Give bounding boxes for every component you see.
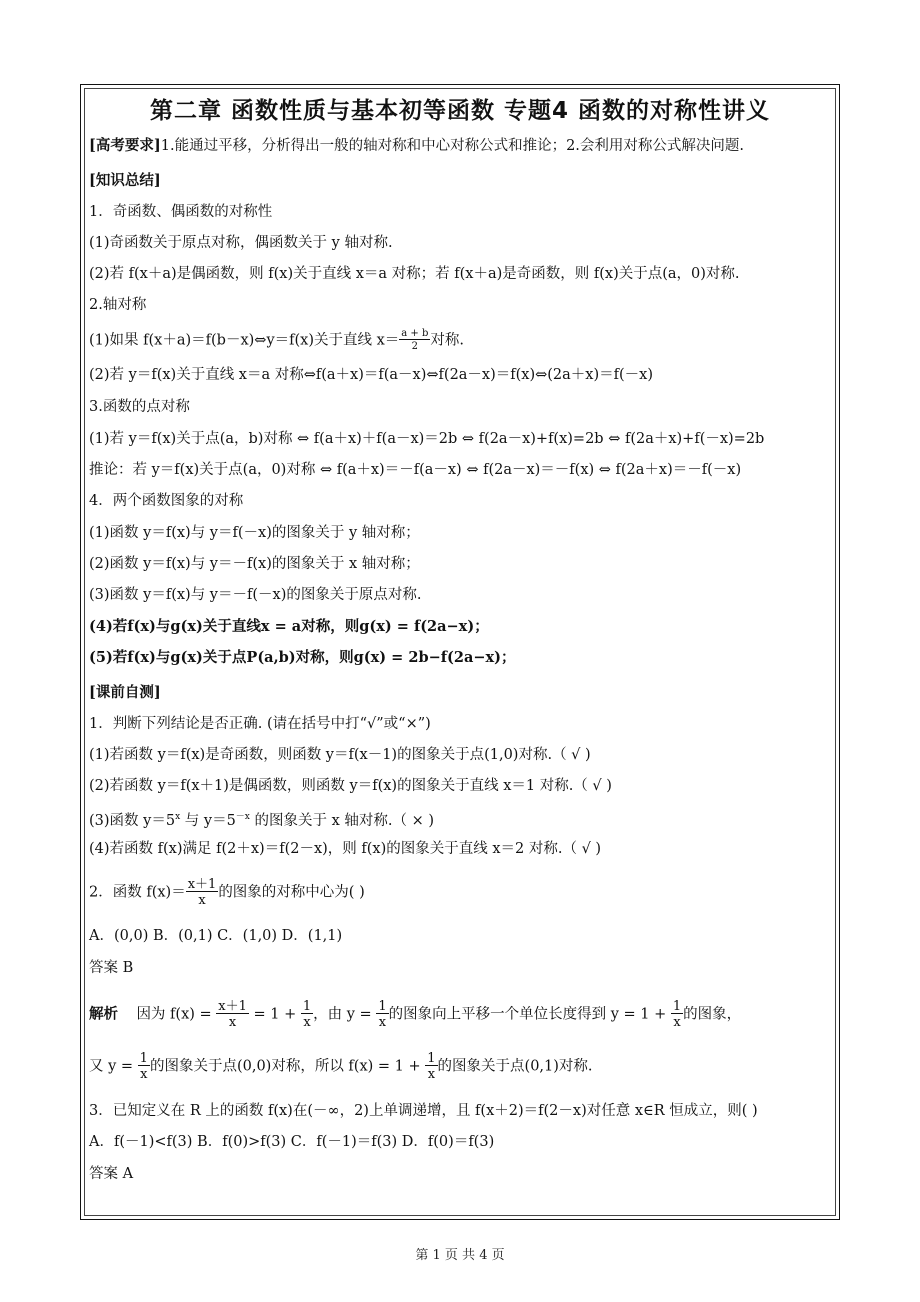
section-4-line-4: (4)若f(x)与g(x)关于直线x = a对称，则g(x) = f(2a−x)； <box>89 618 489 635</box>
sol1-fraction-3 <box>376 1000 388 1029</box>
page-footer: 第 1 页 共 4 页 <box>415 1248 505 1263</box>
sol1-fraction-1-numerator: x＋1 <box>218 999 247 1014</box>
q2-fraction-denominator: x <box>198 893 206 908</box>
question-2-answer: 答案 B <box>89 960 134 976</box>
section-3-line-1: (1)若 y＝f(x)关于点(a，b)对称 ⇔ f(a＋x)＋f(a－x)＝2b ⇔ f(2a－x)+f(x)=2b ⇔ f(2a＋x)+f(－x)=2b <box>89 431 765 447</box>
axis-fraction-numerator: a + b <box>401 328 429 339</box>
sol2-text-a: 又 y = <box>89 1058 138 1075</box>
section-3-line-2: 推论：若 y＝f(x)关于点(a，0)对称 ⇔ f(a＋x)＝－f(a－x) ⇔ f(2a－x)＝－f(x) ⇔ f(2a＋x)＝－f(－x) <box>89 462 742 478</box>
pretest-tag: [课前自测] <box>89 684 161 701</box>
section-4-line-2: (2)函数 y＝f(x)与 y＝－f(x)的图象关于 x 轴对称； <box>89 556 420 572</box>
sol2-fraction-1-numerator: 1 <box>139 1051 148 1066</box>
sol1-fraction-2-numerator: 1 <box>302 999 312 1014</box>
sol2-text-b: 的图象关于点(0,0)对称，所以 f(x) = 1 + <box>149 1058 426 1075</box>
axis-formula-prefix: (1)如果 f(x＋a)＝f(b－x)⇔y＝f(x)关于直线 x＝ <box>89 332 400 349</box>
sol1-fraction-4 <box>671 1000 683 1029</box>
section-4-line-1: (1)函数 y＝f(x)与 y＝f(－x)的图象关于 y 轴对称； <box>89 525 420 541</box>
document-title: 第二章 函数性质与基本初等函数 专题4 函数的对称性讲义 <box>149 98 771 124</box>
q1c-exponent-2: －x <box>235 812 250 822</box>
sol1-fraction-1 <box>216 1000 249 1029</box>
solution-line-2 <box>89 1052 593 1081</box>
section-2-heading: 2.轴对称 <box>89 297 147 313</box>
requirements-text: 1.能通过平移，分析得出一般的轴对称和中心对称公式和推论；2.会利用对称公式解决问题. <box>160 138 745 154</box>
sol2-fraction-1 <box>138 1052 150 1081</box>
sol1-fraction-4-numerator: 1 <box>672 999 682 1014</box>
section-1-heading: 1．奇函数、偶函数的对称性 <box>89 204 273 220</box>
question-1-item-3 <box>89 808 434 830</box>
section-1-line-1: (1)奇函数关于原点对称，偶函数关于 y 轴对称. <box>89 235 393 251</box>
axis-fraction <box>399 329 430 352</box>
q1c-text-c: 的图象关于 x 轴对称.（ × ) <box>249 812 435 829</box>
sol1-text-d: 的图象向上平移一个单位长度得到 y = 1 + <box>388 1006 671 1023</box>
solution-tag: 解析 <box>89 1005 118 1023</box>
question-3-answer: 答案 A <box>89 1166 134 1182</box>
section-4-line-5: (5)若f(x)与g(x)关于点P(a,b)对称，则g(x) = 2b−f(2a−x)； <box>89 649 516 666</box>
sol1-fraction-3-denominator: x <box>378 1015 387 1030</box>
sol1-text-e: 的图象， <box>683 1006 742 1023</box>
q2-text-a: 2．函数 f(x)＝ <box>89 884 186 901</box>
section-4-line-3: (3)函数 y＝f(x)与 y＝－f(－x)的图象关于原点对称. <box>89 587 422 603</box>
q1c-text-b: 与 y＝5 <box>180 812 236 829</box>
question-1-item-4: (4)若函数 f(x)满足 f(2＋x)＝f(2－x)，则 f(x)的图象关于直线 x＝2 对称.（ √ ) <box>89 841 602 857</box>
sol2-fraction-2-denominator: x <box>427 1067 436 1082</box>
solution-line-1 <box>89 1000 741 1029</box>
sol1-fraction-4-denominator: x <box>673 1015 681 1030</box>
q2-text-b: 的图象的对称中心为( ) <box>218 884 365 901</box>
axis-fraction-denominator: 2 <box>411 341 419 352</box>
sol1-fraction-3-numerator: 1 <box>378 999 387 1014</box>
section-2-line-1 <box>89 329 464 352</box>
axis-formula-suffix: 对称. <box>430 332 464 349</box>
q2-fraction-numerator: x＋1 <box>187 877 217 892</box>
knowledge-tag: [知识总结] <box>89 172 161 189</box>
q1c-exponent-1: x <box>175 812 181 822</box>
sol1-fraction-2-denominator: x <box>303 1015 311 1030</box>
requirements-line <box>89 137 744 155</box>
section-4-heading: 4．两个函数图象的对称 <box>89 493 244 509</box>
question-1-item-2: (2)若函数 y＝f(x＋1)是偶函数，则函数 y＝f(x)的图象关于直线 x＝1 对称.（ √ ) <box>89 778 612 794</box>
sol2-fraction-1-denominator: x <box>140 1067 148 1082</box>
q2-fraction <box>186 878 219 907</box>
sol1-text-c: ，由 y = <box>313 1006 377 1023</box>
section-1-line-2: (2)若 f(x＋a)是偶函数，则 f(x)关于直线 x＝a 对称；若 f(x＋a)是奇函数，则 f(x)关于点(a，0)对称. <box>89 266 740 282</box>
question-1: 1．判断下列结论是否正确. (请在括号中打“√”或“×”) <box>89 716 431 732</box>
sol1-fraction-1-denominator: x <box>228 1015 237 1030</box>
question-3: 3．已知定义在 R 上的函数 f(x)在(－∞，2)上单调递增，且 f(x＋2)＝f(2－x)对任意 x∈R 恒成立，则( ) <box>89 1103 758 1119</box>
sol2-fraction-2-numerator: 1 <box>427 1051 436 1066</box>
sol1-text-b: = 1 + <box>248 1006 301 1023</box>
question-2-options: A．(0,0) B．(0,1) C．(1,0) D．(1,1) <box>89 928 343 944</box>
section-3-heading: 3.函数的点对称 <box>89 399 190 415</box>
sol1-fraction-2 <box>301 1000 313 1029</box>
sol1-text-a: 因为 f(x) = <box>136 1006 217 1023</box>
question-2 <box>89 878 365 907</box>
q1c-text-a: (3)函数 y＝5 <box>89 812 176 829</box>
sol2-text-c: 的图象关于点(0,1)对称. <box>437 1058 593 1075</box>
question-1-item-1: (1)若函数 y＝f(x)是奇函数，则函数 y＝f(x－1)的图象关于点(1,0)对称.（ √ ) <box>89 747 591 763</box>
question-3-options: A．f(－1)<f(3) B．f(0)>f(3) C．f(－1)＝f(3) D．f(0)＝f(3) <box>89 1134 495 1150</box>
requirements-tag: [高考要求] <box>89 137 161 154</box>
sol2-fraction-2 <box>425 1052 437 1081</box>
section-2-line-2: (2)若 y＝f(x)关于直线 x＝a 对称⇔f(a＋x)＝f(a－x)⇔f(2a－x)＝f(x)⇔(2a＋x)＝f(－x) <box>89 367 653 383</box>
